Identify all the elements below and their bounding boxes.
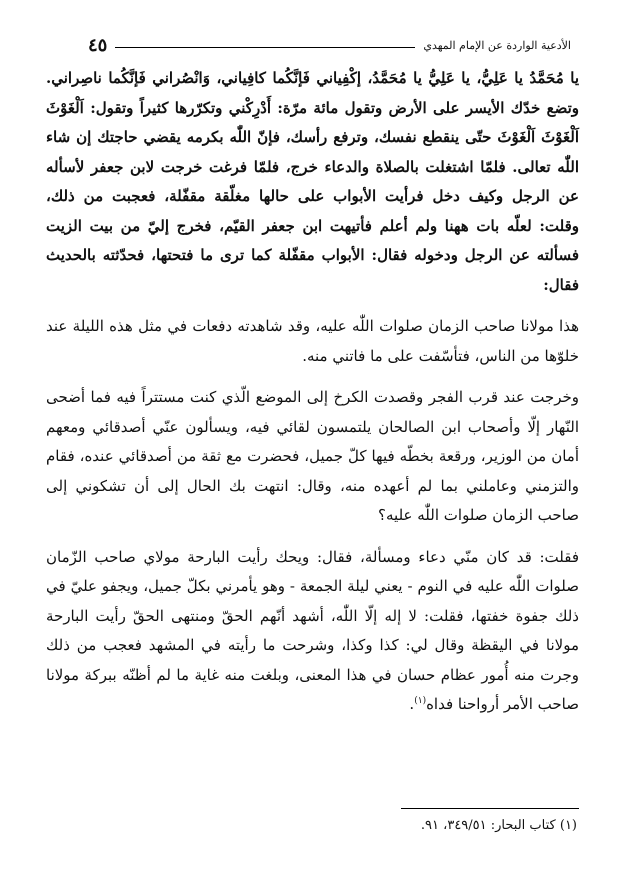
paragraph-1: يا مُحَمَّدُ يا عَلِيُّ، يا عَلِيُّ يا مُحَمَّدُ، إكْفِياني فَإنَّكُما كافِياني، وَانْصُراني فَإنَّكُما ناصِراني. وتضع خدّك الأيسر على الأرض وتقول مائة مرّة: أَدْرِكْني وتكرّرها كثيراً وتقول: اَلْغَوْثَ اَلْغَوْثَ اَلْغَوْثَ حتّى ينقطع نفسك، وترفع رأسك، فإنّ اللّٰه بكرمه يقضي حاجتك إن شاء اللّٰه تعالى. فلمّا اشتغلت بالصلاة والدعاء خرج، فلمّا فرغت خرجت لابن جعفر لأسأله عن الرجل وكيف دخل فرأيت الأبواب على حالها مغلّقة مقفّلة، فعجبت من ذلك، وقلت: لعلّه بات ههنا ولم أعلم فأتيهت ابن جعفر القيّم، فخرج إليّ من بيت الزيت فسألته عن الرجل ودخوله فقال: الأبواب مقفّلة كما ترى ما فتحتها، فحدّثته بالحديث فقال: bbox=[46, 69, 579, 294]
footnote-rule bbox=[401, 808, 579, 809]
paragraph-2: هذا مولانا صاحب الزمان صلوات اللّٰه عليه، وقد شاهدته دفعات في مثل هذه الليلة عند خلوّها من الناس، فتأسّفت على ما فاتني منه. bbox=[46, 317, 579, 365]
footnote: (١) كتاب البحار: ٣٤٩/٥١، ٩١. bbox=[420, 818, 577, 833]
header-rule bbox=[115, 47, 415, 48]
page-number: ٤٥ bbox=[88, 34, 108, 56]
footnote-marker: (١) bbox=[414, 696, 427, 706]
paragraph-3: وخرجت عند قرب الفجر وقصدت الكرخ إلى الموضع الّذي كنت مستتراً فيه فما أضحى النّهار إلّا وأصحاب ابن الصالحان يلتمسون لقائي فيه، ويسألون عنّي أصدقائي ومعهم أمان من الوزير، ورقعة بخطّه فيها كلّ جميل، فحضرت مع ثقة من أصدقائي عنده، فقام والتزمني وعاملني بما لم أعهده منه، وقال: انتهت بك الحال إلى أن تشكوني إلى صاحب الزمان صلوات اللّٰه عليه؟ bbox=[46, 388, 579, 524]
running-header bbox=[88, 34, 571, 56]
page-body bbox=[46, 64, 579, 720]
paragraph-4: فقلت: قد كان منّي دعاء ومسألة، فقال: ويحك رأيت البارحة مولاي صاحب الزّمان صلوات اللّٰه عليه في النوم - يعني ليلة الجمعة - وهو يأمرني بكلّ جميل، ويجفو عليّ في ذلك جفوة خفتها، فقلت: لا إله إلّا اللّٰه، أشهد أنّهم الحقّ ومنتهى الحقّ رأيت البارحة مولانا في اليقظة وقال لي: كذا وكذا، وشرحت ما رأيته في المشهد فعجب من ذلك وجرت منه أُمور عظام حسان في هذا المعنى، وبلغت منه غاية ما لم أظنّه ببركة مولانا صاحب الأمر أرواحنا فداه$^{(١)}$. bbox=[46, 547, 579, 713]
running-title: الأدعية الواردة عن الإمام المهدي bbox=[423, 38, 571, 52]
paragraph-4-text: فقلت: قد كان منّي دعاء ومسألة، فقال: ويحك رأيت البارحة مولاي صاحب الزّمان صلوات اللّٰه عليه في النوم - يعني ليلة الجمعة - وهو يأمرني بكلّ جميل، ويجفو عليّ في ذلك جفوة خفتها، فقلت: لا إله إلّا اللّٰه، أشهد أنّهم الحقّ ومنتهى الحقّ رأيت البارحة مولانا في اليقظة وقال لي: كذا وكذا، وشرحت ما رأيته في المشهد فعجب من ذلك وجرت منه أُمور عظام حسان في هذا المعنى، وبلغت منه غاية ما لم أظنّه ببركة مولانا صاحب الأمر أرواحنا فداه bbox=[46, 547, 579, 713]
